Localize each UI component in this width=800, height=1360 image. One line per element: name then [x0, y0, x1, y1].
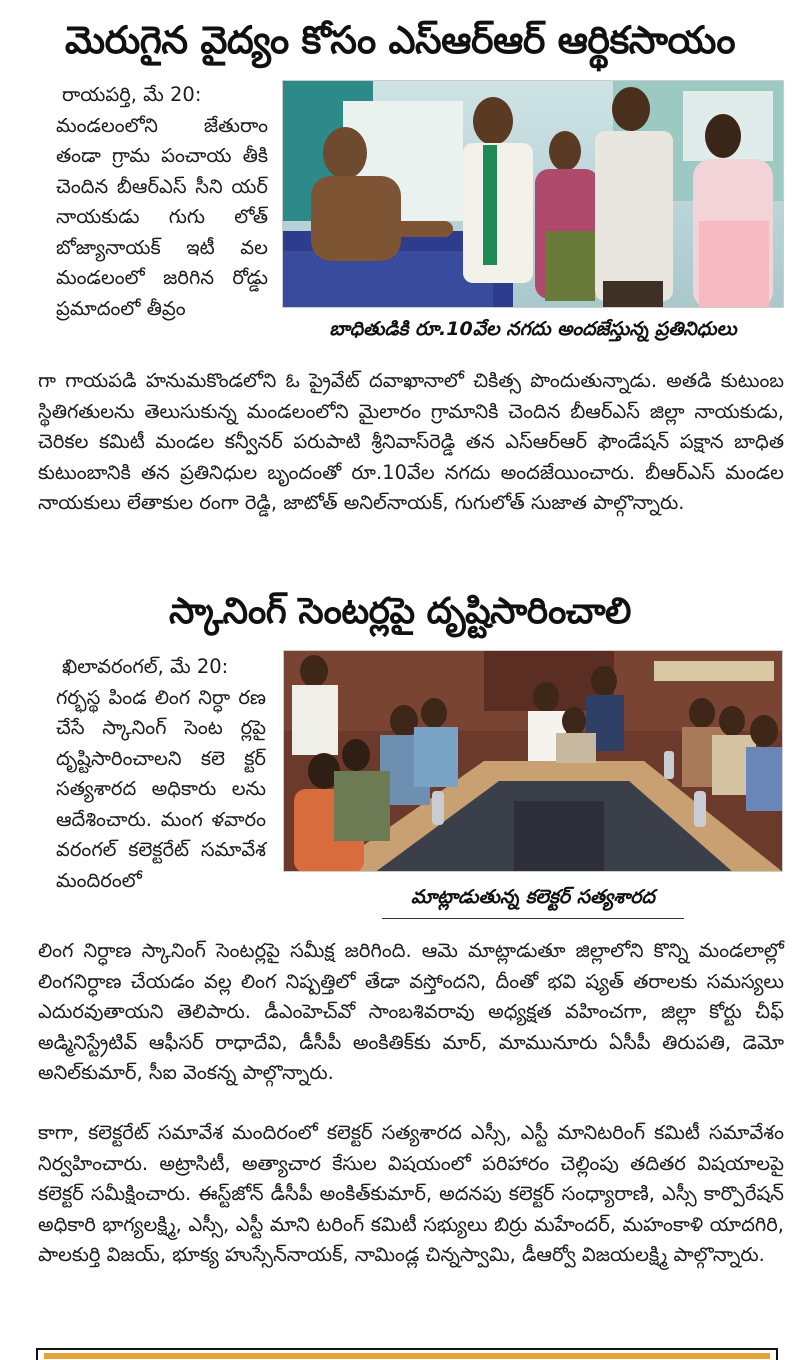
article2-dateline: ఖిలావరంగల్, మే 20:: [62, 655, 229, 678]
article1-column-text: [56, 80, 268, 324]
article2-body: లింగ నిర్ధాణ స్కానింగ్ సెంటర్లపై సమీక్ష జరిగింది. ఆమె మాట్లాడుతూ జిల్లాలోని కొన్ని మండలాల్లో లింగనిర్ధాణ చేయడం వల్ల లింగ నిష్పత్తిలో తేడా వస్తోందని, దీంతో భవి ష్యత్ తరాలకు సమస్యలు ఎదురవుతాయని తెలిపారు. డీఎంహెచ్‌వో సాంబశివరావు అధ్యక్షత వహించగా, జిల్లా కోర్టు చీఫ్ అడ్మినిస్ట్రేటివ్ ఆఫీసర్ రాధాదేవి, డీసీపీ అంకితిక్‌కు మార్, మామునూరు ఏసీపీ తిరుపతి, డెమో అనిల్‌కుమార్, సీఐ వెంకన్న పాల్గొన్నారు.: [38, 939, 784, 1084]
bottom-border-accent: [44, 1353, 770, 1359]
caption-underline: [382, 918, 684, 919]
article1-headline: మెరుగైన వైద్యం కోసం ఎస్ఆర్ఆర్ ఆర్థికసాయం: [64, 18, 736, 62]
article2-column-text: [56, 652, 266, 896]
article2-headline: స్కానింగ్ సెంటర్లపై దృష్టిసారించాలి: [169, 591, 631, 632]
article1-photo-caption: బాధితుడికి రూ.10వేల నగదు అందజేస్తున్న ప్రతినిధులు: [329, 318, 737, 340]
article1-dateline: రాయపర్తి, మే 20:: [62, 83, 202, 106]
article1-body: గా గాయపడి హనుమకొండలోని ఓ ప్రైవేట్ దవాఖానాలో చికిత్స పొందుతున్నాడు. అతడి కుటుంబ స్థితిగతులను తెలుసుకున్న మండలంలోని మైలారం గ్రామానికి చెందిన బీఆర్ఎస్ జిల్లా నాయకుడు, చెరికల కమిటీ మండల కన్వీనర్ పరుపాటి శ్రీనివాస్‌రెడ్డి తన ఎస్ఆర్ఆర్ ఫౌండేషన్ పక్షాన బాధిత కుటుంబానికి తన ప్రతినిధుల బృందంతో రూ.10వేల నగదు అందజేయించారు. బీఆర్ఎస్ మండల నాయకులు లేతాకుల రంగా రెడ్డి, జాటోత్ అనిల్‌నాయక్, గుగులోత్ సుజాత పాల్గొన్నారు.: [38, 369, 785, 514]
article1-photo: [282, 80, 784, 308]
article2-column-body: గర్భస్థ పిండ లింగ నిర్ధా రణ చేసే స్కానింగ్ సెంట ర్లపై దృష్టిసారించాలని కలె క్టర్ సత్యశారద అధికారు లను ఆదేశించారు. మంగ ళవారం వరంగల్ కలెక్టరేట్ సమావేశ మందిరంలో: [56, 685, 266, 892]
article2-body-2: కాగా, కలెక్టరేట్ సమావేశ మందిరంలో కలెక్టర్ సత్యశారద ఎస్సీ, ఎస్టీ మానిటరింగ్ కమిటీ సమావేశం నిర్వహించారు. అట్రాసిటీ, అత్యాచార కేసుల విషయంలో పరిహారం చెల్లింపు తదితర విషయాలపై కలెక్టర్ సమీక్షించారు. ఈస్ట్‌జోన్ డీసీపీ అంకిత్‌కుమార్, అదనపు కలెక్టర్ సంధ్యారాణి, ఎస్సీ కార్పొరేషన్ అధికారి భాగ్యలక్ష్మి, ఎస్సీ, ఎస్టీ మాని టరింగ్ కమిటీ సభ్యులు బిర్రు మహేందర్, మహంకాళి యాదగిరి, పాలకుర్తి విజయ్, భూక్య హుస్సేన్‌నాయక్, నామిండ్ల చిన్నస్వామి, డీఆర్వో విజయలక్ష్మి పాల్గొన్నారు.: [38, 1121, 784, 1266]
article1-column-body: మండలంలోని జేతురాం తండా గ్రామ పంచాయ తీకి చెందిన బీఆర్ఎస్ సీని యర్ నాయకుడు గుగు లోత్ బోజ్యానాయక్ ఇటీ వల మండలంలో జరిగిన రోడ్డు ప్రమాదంలో తీవ్రం: [56, 113, 268, 320]
article2-photo-caption: మాట్లాడుతున్న కలెక్టర్ సత్యశారద: [411, 886, 655, 908]
meeting-hall-photo: [284, 651, 783, 872]
article2-photo: [283, 650, 783, 872]
hospital-visit-photo: [283, 81, 784, 308]
